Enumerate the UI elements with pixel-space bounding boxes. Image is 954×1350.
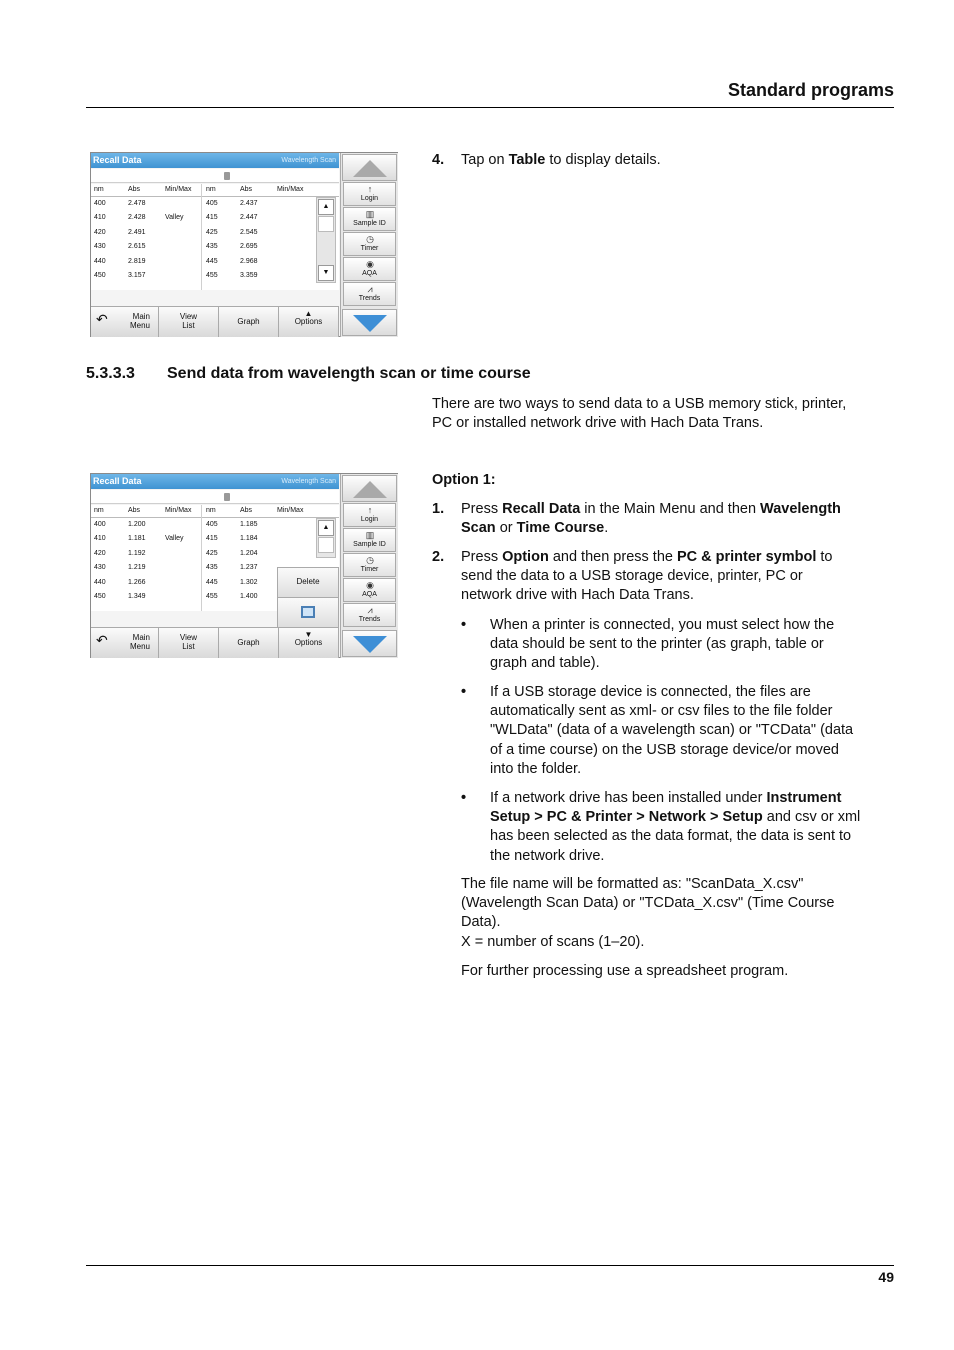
page-header	[86, 78, 894, 108]
label: AQA	[362, 591, 377, 598]
cell: 2.615	[128, 243, 146, 251]
cell: 405	[206, 521, 218, 528]
text: If a USB storage device is connected, the files are	[490, 684, 811, 700]
arrow-down-icon	[353, 315, 387, 332]
label: Main	[132, 633, 150, 642]
table-row[interactable]	[91, 198, 339, 212]
col-abs-2: Abs	[240, 186, 253, 193]
col-minmax-2: Min/Max	[277, 186, 304, 193]
cell: 440	[94, 578, 106, 586]
sample-id-button[interactable]	[343, 528, 396, 552]
timer-button[interactable]	[343, 553, 396, 577]
cell: 1.237	[240, 564, 258, 572]
col-minmax-2: Min/Max	[277, 507, 304, 514]
sample-id-icon: ▥	[365, 209, 375, 219]
table-row[interactable]	[91, 519, 339, 533]
page-number: 49	[878, 1269, 894, 1285]
text: has been selected as the data format, the data is sent to	[490, 828, 852, 845]
cell: 1.184	[240, 535, 258, 543]
cell: 3.157	[128, 271, 146, 279]
bullet-usb	[490, 683, 853, 779]
further-processing-text: For further processing use a spreadsheet program.	[461, 963, 789, 979]
cell: 405	[206, 200, 218, 207]
trends-button[interactable]	[343, 603, 396, 627]
screen-titlebar	[91, 474, 339, 489]
col-minmax: Min/Max	[165, 507, 192, 514]
scroll-up-button[interactable]	[342, 154, 397, 181]
text: to	[816, 549, 833, 565]
table-row[interactable]	[91, 212, 339, 226]
text: When a printer is connected, you must select how the	[490, 617, 835, 633]
table-rows	[91, 198, 339, 284]
text: and then press the	[548, 549, 677, 565]
header-title: Standard programs	[727, 80, 894, 100]
text: "WLData" (data of a wavelength scan) or "TCData" (data	[490, 722, 854, 739]
step-4-text	[461, 151, 661, 170]
sample-cell-icon	[224, 493, 230, 501]
cell: 2.478	[128, 200, 146, 207]
text: or	[495, 520, 517, 537]
main-menu-button[interactable]	[91, 628, 159, 658]
timer-icon: ◷	[366, 555, 374, 565]
cell: 420	[94, 228, 106, 236]
cell: 1.181	[128, 535, 146, 543]
cell: 410	[94, 535, 106, 543]
cell: 1.302	[240, 578, 258, 586]
label: Timer	[360, 566, 379, 573]
section-number: 5.3.3.3	[86, 365, 135, 382]
table-scrollbar[interactable]	[316, 518, 336, 558]
table-row[interactable]	[91, 241, 339, 255]
cell: 1.349	[128, 592, 146, 600]
sample-id-icon: ▥	[365, 530, 375, 540]
cell: 435	[206, 243, 218, 251]
scroll-up-icon[interactable]: ▲	[318, 520, 334, 536]
cell: 420	[94, 549, 106, 557]
page-footer	[86, 1265, 894, 1285]
bold-text: Instrument	[766, 790, 842, 806]
graph-button[interactable]	[219, 628, 279, 658]
screen-title: Recall Data	[93, 155, 142, 165]
cell: 2.819	[128, 257, 146, 265]
cell: 1.200	[128, 521, 146, 528]
option-1-heading: Option 1:	[432, 472, 496, 488]
label: Login	[360, 195, 379, 202]
col-abs: Abs	[128, 507, 141, 514]
label: View	[179, 633, 198, 642]
triangle-down-icon: ▼	[304, 630, 313, 639]
login-icon: ↑	[367, 505, 373, 515]
delete-button[interactable]: Delete	[278, 568, 338, 598]
text: X = number of scans (1–20).	[461, 933, 645, 950]
bold-text: Time Course	[516, 520, 605, 537]
scroll-thumb[interactable]	[318, 537, 334, 553]
cell: 400	[94, 200, 106, 207]
cell: 450	[94, 271, 106, 279]
table-row[interactable]	[91, 270, 339, 284]
back-arrow-icon: ↶	[96, 311, 108, 327]
side-toolbar	[340, 153, 398, 337]
label: Options	[294, 317, 323, 326]
text: automatically sent as xml- or csv files to the file folder	[490, 703, 833, 720]
label: Graph	[237, 317, 260, 326]
arrow-up-icon	[353, 160, 387, 177]
cell: 1.266	[128, 578, 146, 586]
label: Timer	[360, 245, 379, 252]
screen-subtitle: Wavelength Scan	[281, 478, 336, 485]
cell: 400	[94, 521, 106, 528]
status-row	[91, 490, 339, 504]
cell: 1.192	[128, 549, 146, 557]
cell: 1.219	[128, 564, 146, 572]
cell: 2.968	[240, 257, 258, 265]
login-button[interactable]	[343, 182, 396, 206]
text: network drive with Hach Data Trans.	[461, 587, 694, 604]
text: Press	[461, 501, 503, 517]
bold-text: PC & printer symbol	[676, 549, 817, 565]
cell: 2.428	[128, 214, 146, 222]
bullet-printer	[490, 616, 834, 674]
step-1-text	[461, 500, 894, 538]
scroll-down-icon[interactable]: ▼	[318, 265, 334, 281]
sample-id-button[interactable]	[343, 207, 396, 231]
bold-text: Table	[508, 152, 546, 168]
login-icon: ↑	[367, 184, 373, 194]
intro-paragraph	[432, 395, 846, 433]
bottom-toolbar	[91, 306, 339, 337]
cell: 450	[94, 592, 106, 600]
text: of a time course) on the USB storage device/or moved	[490, 741, 839, 758]
trends-icon: ⩘	[367, 605, 373, 615]
text: to display details.	[545, 152, 661, 168]
label: Login	[360, 516, 379, 523]
text: If a network drive has been installed under	[490, 790, 767, 806]
step-number: 4.	[432, 152, 445, 168]
cell: 1.185	[240, 521, 258, 528]
col-nm-2: nm	[206, 507, 216, 514]
text: .	[604, 520, 609, 537]
cell: 455	[206, 271, 218, 279]
label: List	[182, 642, 195, 651]
text: The file name will be formatted as: "ScanData_X.csv"	[461, 876, 804, 892]
text: (Wavelength Scan Data) or "TCData_X.csv" (Time Course	[461, 895, 835, 912]
aqa-icon: ◉	[366, 580, 374, 590]
options-button[interactable]	[279, 307, 339, 337]
cell: 430	[94, 243, 106, 251]
text: PC or installed network drive with Hach Data Trans.	[432, 415, 764, 432]
timer-icon: ◷	[366, 234, 374, 244]
section-heading	[86, 365, 531, 383]
pc-printer-button[interactable]	[278, 598, 338, 628]
aqa-button[interactable]	[343, 578, 396, 602]
label: Menu	[129, 642, 150, 651]
cell: 2.695	[240, 243, 258, 251]
screen-title: Recall Data	[93, 476, 142, 486]
cell: 410	[94, 214, 106, 222]
cell: 445	[206, 257, 218, 265]
col-nm-2: nm	[206, 186, 216, 193]
cell: 445	[206, 578, 218, 586]
options-button[interactable]	[279, 628, 339, 658]
step-2-text	[461, 548, 894, 606]
data-table	[91, 184, 339, 290]
cell: 415	[206, 535, 218, 543]
label: Trends	[358, 295, 381, 302]
text: Data).	[461, 914, 501, 931]
bold-text: Wavelength	[760, 501, 841, 517]
view-list-button[interactable]	[159, 307, 219, 337]
table-header	[91, 505, 339, 518]
filename-paragraph	[461, 875, 834, 952]
screen-subtitle: Wavelength Scan	[281, 157, 336, 164]
bullet-network	[490, 789, 860, 866]
bold-text: Scan	[461, 520, 496, 537]
cell: 2.437	[240, 200, 258, 207]
text: Tap on	[461, 152, 509, 168]
bottom-toolbar	[91, 627, 339, 658]
scroll-up-button[interactable]	[342, 475, 397, 502]
label: Menu	[129, 321, 150, 330]
bullet-icon: •	[461, 684, 467, 700]
screenshot-recall-data-2	[90, 473, 398, 658]
text: and csv or xml	[762, 809, 861, 826]
table-row[interactable]	[91, 256, 339, 270]
text: the network drive.	[490, 847, 605, 864]
col-abs-2: Abs	[240, 507, 253, 514]
cell: 2.545	[240, 228, 258, 236]
cell: Valley	[165, 214, 184, 222]
arrow-up-icon	[353, 481, 387, 498]
col-abs: Abs	[128, 186, 141, 193]
main-menu-button[interactable]	[91, 307, 159, 337]
label: Trends	[358, 616, 381, 623]
cell: 425	[206, 228, 218, 236]
view-list-button[interactable]	[159, 628, 219, 658]
table-header	[91, 184, 339, 197]
trends-button[interactable]	[343, 282, 396, 306]
options-popup-menu	[277, 567, 339, 627]
col-nm: nm	[94, 507, 104, 514]
scroll-down-button[interactable]	[342, 630, 397, 657]
text: in the Main Menu and then	[580, 501, 761, 517]
cell: 2.491	[128, 228, 146, 236]
side-toolbar	[340, 474, 398, 658]
cell: 1.204	[240, 549, 258, 557]
timer-button[interactable]	[343, 232, 396, 256]
cell: 455	[206, 592, 218, 600]
cell: 430	[94, 564, 106, 572]
aqa-button[interactable]	[343, 257, 396, 281]
col-minmax: Min/Max	[165, 186, 192, 193]
bold-text: Recall Data	[502, 501, 581, 517]
col-nm: nm	[94, 186, 104, 193]
table-scrollbar[interactable]	[316, 197, 336, 283]
text: graph and table).	[490, 655, 600, 672]
screen-titlebar	[91, 153, 339, 168]
step-number: 1.	[432, 501, 445, 517]
step-number: 2.	[432, 549, 445, 565]
cell: 435	[206, 564, 218, 572]
label: View	[179, 312, 198, 321]
text: send the data to a USB storage device, printer, PC or	[461, 568, 803, 585]
label: Sample ID	[353, 541, 386, 548]
cell: 415	[206, 214, 218, 222]
cell: 3.359	[240, 271, 258, 279]
triangle-up-icon: ▲	[304, 309, 313, 318]
text: into the folder.	[490, 760, 582, 777]
scroll-up-icon[interactable]: ▲	[318, 199, 334, 215]
cell: 2.447	[240, 214, 258, 222]
table-row[interactable]	[91, 227, 339, 241]
table-row[interactable]	[91, 548, 339, 562]
label: AQA	[362, 270, 377, 277]
label: Sample ID	[353, 220, 386, 227]
text: data should be sent to the printer (as graph, table or	[490, 636, 824, 653]
table-row[interactable]	[91, 533, 339, 547]
screenshot-recall-data-1	[90, 152, 398, 337]
cell: 1.400	[240, 592, 258, 600]
text: Press	[461, 549, 503, 565]
status-row	[91, 169, 339, 183]
section-title: Send data from wavelength scan or time course	[167, 365, 531, 382]
trends-icon: ⩘	[367, 284, 373, 294]
pc-printer-icon	[301, 606, 315, 618]
bold-text: Setup > PC & Printer > Network > Setup	[490, 809, 763, 826]
label: List	[182, 321, 195, 330]
label: Graph	[237, 638, 260, 647]
login-button[interactable]	[343, 503, 396, 527]
cell: 425	[206, 549, 218, 557]
bold-text: Option	[502, 549, 549, 565]
aqa-icon: ◉	[366, 259, 374, 269]
sample-cell-icon	[224, 172, 230, 180]
label: Options	[294, 638, 323, 647]
scroll-thumb[interactable]	[318, 216, 334, 232]
bullet-icon: •	[461, 790, 467, 806]
label: Main	[132, 312, 150, 321]
back-arrow-icon: ↶	[96, 632, 108, 648]
cell: Valley	[165, 535, 184, 543]
graph-button[interactable]	[219, 307, 279, 337]
text: There are two ways to send data to a USB memory stick, printer,	[432, 396, 847, 412]
bullet-icon: •	[461, 617, 467, 633]
scroll-down-button[interactable]	[342, 309, 397, 336]
arrow-down-icon	[353, 636, 387, 653]
cell: 440	[94, 257, 106, 265]
